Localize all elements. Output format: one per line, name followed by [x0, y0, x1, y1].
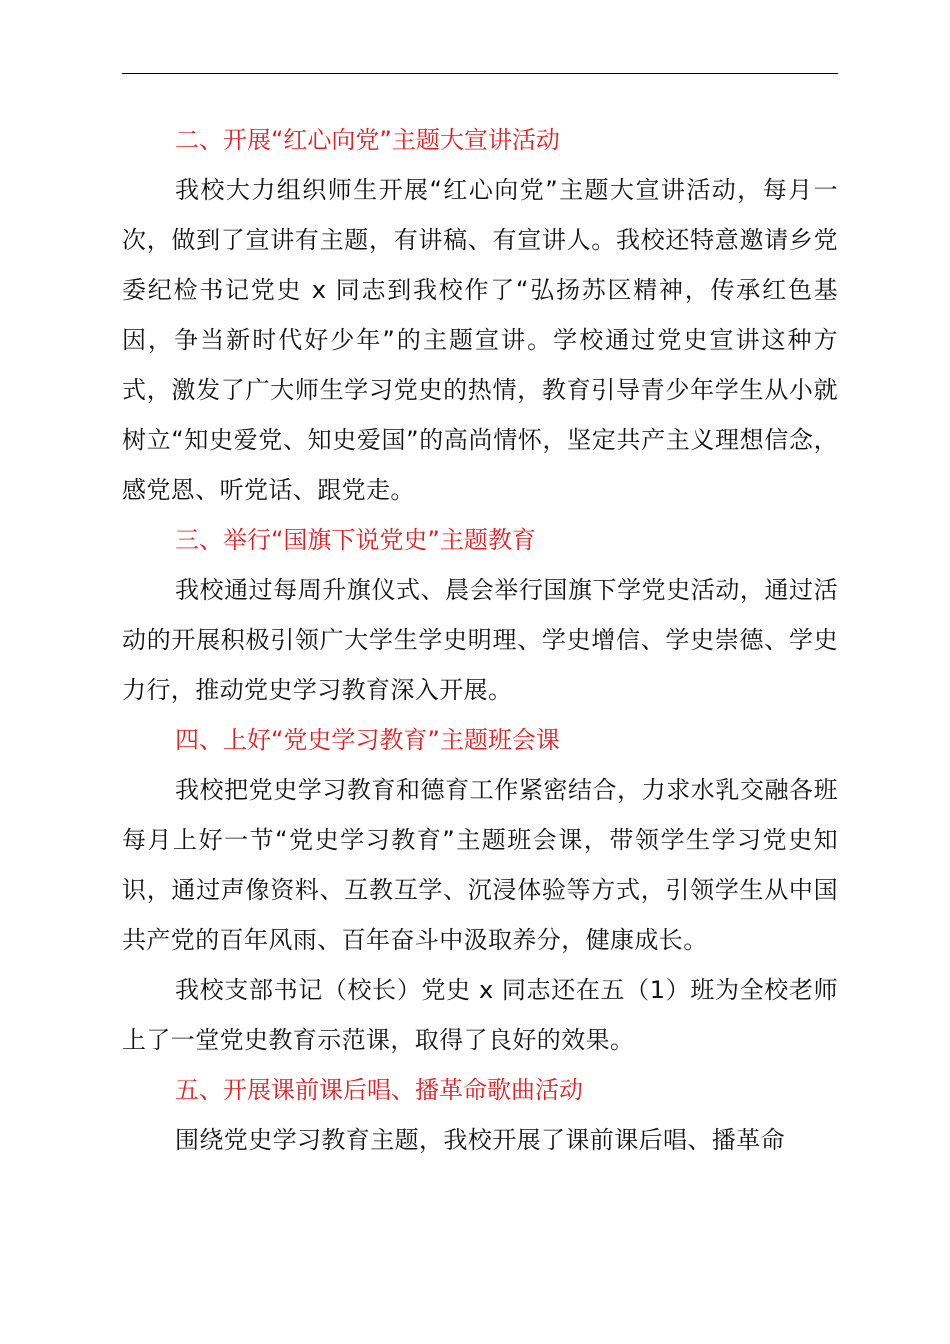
section-heading: 二、开展“红心向党”主题大宣讲活动 — [175, 126, 560, 154]
paragraph: 我校大力组织师生开展“红心向党”主题大宣讲活动，每月一次，做到了宣讲有主题，有讲稿、有宣讲人。我校还特意邀请乡党委纪检书记党史 x 同志到我校作了“弘扬苏区精神，传承红色基因，争当新时代好少年”的主题宣讲。学校通过党史宣讲这种方式，激发了广大师生学习党史的热情，教育引导青少年学生从小就树立“知史爱党、知史爱国”的高尚情怀，坚定共产主义理想信念，感党恩、听党话、跟党走。 — [122, 176, 838, 504]
section-3 — [122, 515, 838, 715]
paragraph: 围绕党史学习教育主题，我校开展了课前课后唱、播革命 — [175, 1126, 785, 1154]
section-heading: 五、开展课前课后唱、播革命歌曲活动 — [175, 1076, 583, 1104]
section-4 — [122, 715, 838, 1065]
paragraph: 我校支部书记（校长）党史 x 同志还在五（1）班为全校老师上了一堂党史教育示范课，取得了良好的效果。 — [122, 976, 838, 1054]
paragraph: 我校通过每周升旗仪式、晨会举行国旗下学党史活动，通过活动的开展积极引领广大学生学史明理、学史增信、学史崇德、学史力行，推动党史学习教育深入开展。 — [122, 576, 838, 704]
section-heading: 三、举行“国旗下说党史”主题教育 — [175, 526, 536, 554]
document-body — [122, 115, 838, 1165]
section-heading: 四、上好“党史学习教育”主题班会课 — [175, 726, 560, 754]
section-5 — [122, 1065, 838, 1165]
section-2 — [122, 115, 838, 515]
header-rule — [122, 73, 838, 74]
paragraph: 我校把党史学习教育和德育工作紧密结合，力求水乳交融各班每月上好一节“党史学习教育”主题班会课，带领学生学习党史知识，通过声像资料、互教互学、沉浸体验等方式，引领学生从中国共产党的百年风雨、百年奋斗中汲取养分，健康成长。 — [122, 776, 838, 954]
